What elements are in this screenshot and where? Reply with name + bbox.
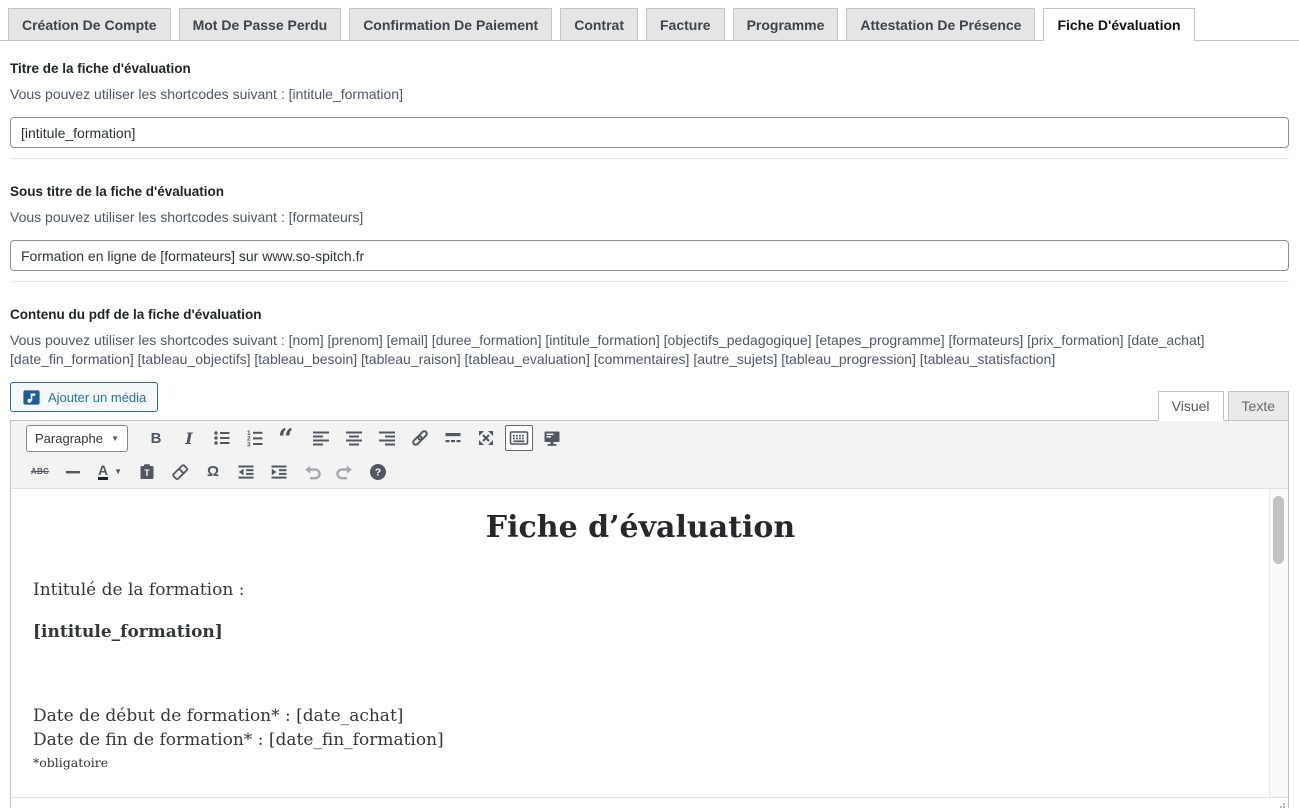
horizontal-rule-button[interactable]: [59, 459, 87, 485]
editor-scrollbar-thumb[interactable]: [1273, 496, 1284, 564]
subtitle-field-label: Sous titre de la fiche d'évaluation: [10, 184, 225, 199]
intitule-shortcode-line: [intitule_formation]: [33, 622, 223, 642]
bulleted-list-icon: [211, 427, 233, 449]
outdent-icon: [235, 461, 257, 483]
paste-as-text-button[interactable]: [133, 459, 161, 485]
horizontal-rule-icon: [62, 461, 84, 483]
tab-facture[interactable]: Facture: [646, 8, 725, 40]
align-right-button[interactable]: [373, 425, 401, 451]
align-right-icon: [376, 427, 398, 449]
date-fin-line: Date de fin de formation* : [date_fin_formation]: [33, 730, 444, 750]
strikethrough-icon: ABC: [30, 467, 50, 476]
align-left-icon: [310, 427, 332, 449]
eraser-icon: [169, 461, 191, 483]
redo-icon: [334, 461, 356, 483]
editor-mode-tabs: [1154, 391, 1289, 420]
svg-text:?: ?: [374, 466, 382, 479]
distraction-free-icon: [475, 427, 497, 449]
chevron-down-icon: ▼: [111, 433, 119, 443]
blockquote-icon: [277, 427, 299, 449]
svg-text:“: “: [278, 427, 294, 449]
pdf-content-editor: [10, 420, 1289, 808]
settings-tabbar: [0, 0, 1299, 41]
italic-button[interactable]: [175, 425, 203, 451]
numbered-list-button[interactable]: [241, 425, 269, 451]
tab-contrat[interactable]: Contrat: [560, 8, 638, 40]
mode-tab-texte[interactable]: Texte: [1228, 391, 1289, 421]
distraction-free-button[interactable]: [472, 425, 500, 451]
paragraph-dropdown-label: Paragraphe: [35, 430, 103, 446]
tab-programme[interactable]: Programme: [733, 8, 839, 40]
add-media-button[interactable]: [10, 382, 158, 412]
intitule-label-line: Intitulé de la formation :: [33, 580, 245, 600]
mode-tab-visuel[interactable]: Visuel: [1158, 391, 1224, 421]
indent-button[interactable]: [265, 459, 293, 485]
bold-icon: B: [150, 429, 162, 447]
omega-icon: Ω: [207, 463, 220, 480]
editor-toolbar-row2: [11, 455, 1288, 489]
tab-confirmation-de-paiement[interactable]: Confirmation De Paiement: [349, 8, 552, 40]
monitor-icon: [541, 427, 563, 449]
fiche-evaluation-panel: [0, 61, 1299, 808]
clear-formatting-button[interactable]: [166, 459, 194, 485]
read-more-button[interactable]: [439, 425, 467, 451]
text-color-icon: A: [98, 462, 109, 478]
paste-as-text-icon: [136, 461, 158, 483]
content-field-hint: Vous pouvez utiliser les shortcodes suivant : [nom] [prenom] [email] [duree_formation] [intitule_formation] [objectifs_pedagogique] [etapes_programme] [formateurs] [prix_formation] [date_achat] [date_fin_formation] [tableau_objectifs] [tableau_besoin] [tableau_raison] [tableau_evaluation] [commentaires] [autre_sujets] [tableau_progression] [tableau_statisfaction]: [10, 332, 1205, 367]
tab-fiche-devaluation[interactable]: Fiche D'évaluation: [1043, 8, 1194, 41]
section-divider: [10, 158, 1289, 159]
editor-tools-row: [10, 382, 1289, 420]
align-center-button[interactable]: [340, 425, 368, 451]
title-field-hint: Vous pouvez utiliser les shortcodes suivant : [intitule_formation]: [10, 86, 403, 102]
tab-creation-de-compte[interactable]: Création De Compte: [8, 8, 171, 40]
text-color-button[interactable]: [92, 459, 128, 485]
subtitle-input[interactable]: [10, 240, 1289, 271]
bold-button[interactable]: [142, 425, 170, 451]
bulleted-list-button[interactable]: [208, 425, 236, 451]
media-icon: [22, 388, 41, 407]
help-button[interactable]: [364, 459, 392, 485]
date-debut-line: Date de début de formation* : [date_achat]: [33, 706, 404, 726]
numbered-list-icon: [244, 427, 266, 449]
editor-statusbar: [11, 797, 1288, 808]
mandatory-note: *obligatoire: [33, 755, 109, 770]
editor-content-area[interactable]: [11, 489, 1288, 797]
outdent-button[interactable]: [232, 459, 260, 485]
special-character-button[interactable]: [199, 459, 227, 485]
link-icon: [409, 427, 431, 449]
indent-icon: [268, 461, 290, 483]
content-field-label: Contenu du pdf de la fiche d'évaluation: [10, 307, 262, 322]
redo-button[interactable]: [331, 459, 359, 485]
tab-mot-de-passe-perdu[interactable]: Mot De Passe Perdu: [179, 8, 342, 40]
editor-scrollbar[interactable]: [1269, 489, 1288, 797]
svg-text:1: 1: [247, 430, 251, 437]
undo-icon: [301, 461, 323, 483]
read-more-icon: [442, 427, 464, 449]
add-media-label: Ajouter un média: [48, 389, 147, 405]
title-field-label: Titre de la fiche d'évaluation: [10, 61, 191, 76]
svg-text:T: T: [144, 467, 150, 478]
title-input[interactable]: [10, 117, 1289, 148]
svg-text:3: 3: [247, 441, 251, 449]
preview-monitor-button[interactable]: [538, 425, 566, 451]
blockquote-button[interactable]: [274, 425, 302, 451]
italic-icon: I: [185, 428, 193, 448]
align-left-button[interactable]: [307, 425, 335, 451]
section-divider: [10, 281, 1289, 282]
strikethrough-button[interactable]: [26, 459, 54, 485]
toolbar-toggle-button[interactable]: [505, 425, 533, 451]
keyboard-icon: [508, 427, 530, 449]
undo-button[interactable]: [298, 459, 326, 485]
align-center-icon: [343, 427, 365, 449]
svg-text:2: 2: [247, 435, 251, 443]
paragraph-style-dropdown[interactable]: [26, 425, 128, 452]
chevron-down-icon: ▼: [114, 467, 123, 476]
link-button[interactable]: [406, 425, 434, 451]
resize-grip-icon[interactable]: [1272, 801, 1286, 808]
pdf-document-preview: [11, 510, 1288, 770]
document-heading: Fiche d’évaluation: [485, 510, 796, 545]
subtitle-field-hint: Vous pouvez utiliser les shortcodes suivant : [formateurs]: [10, 209, 364, 225]
tab-attestation-de-presence[interactable]: Attestation De Présence: [846, 8, 1035, 40]
dates-paragraph: [33, 704, 1248, 752]
editor-toolbar-row1: [11, 421, 1288, 455]
help-icon: [367, 461, 389, 483]
